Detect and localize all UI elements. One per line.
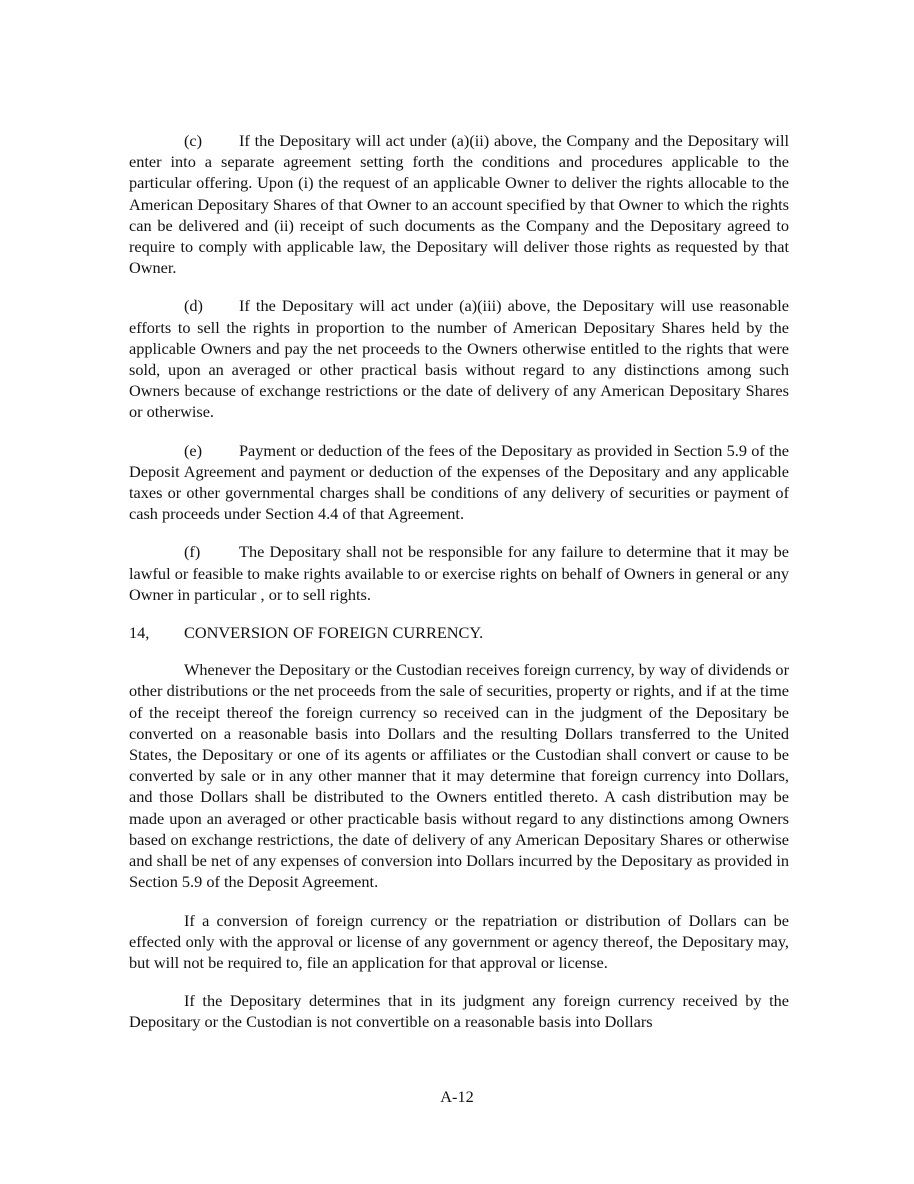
section-d [129,295,789,422]
section-label: (d) [184,296,203,316]
section-text: If the Depositary will act under (a)(iii) above, the Depositary will use reasonable efforts to sell the rights in proportion to the number of American Depositary Shares held by the applicable Owners and pay the net proceeds to the Owners otherwise entitled to the rights that were sold, upon an averaged or other practical basis without regard to any distinctions among such Owners because of exchange restrictions or the date of delivery of any American Depositary Shares or otherwise. [129,296,789,422]
section-heading [129,622,789,643]
section-text: The Depositary shall not be responsible for any failure to determine that it may be lawful or feasible to make rights available to or exercise rights on behalf of Owners in general or any Owner in particular , or to sell rights. [129,542,789,604]
document-body [129,130,789,1050]
section-label: (c) [184,131,203,150]
section-text: If the Depositary will act under (a)(ii) above, the Company and the Depositary will enter into a separate agreement setting forth the conditions and procedures applicable to the particular offering. Upon (i) the request of an applicable Owner to deliver the rights allocable to the American Depositary Shares of that Owner to an account specified by that Owner to which the rights can be delivered and (ii) receipt of such documents as the Company and the Depositary agreed to require to comply with applicable law, the Depositary will deliver those rights as requested by that Owner. [129,131,789,278]
paragraph: Whenever the Depositary or the Custodian receives foreign currency, by way of dividends or other distributions or the net proceeds from the sale of securities, property or rights, and if at the time of the receipt thereof the foreign currency so received can in the judgment of the Depositary be converted on a reasonable basis into Dollars and the resulting Dollars transferred to the United States, the Depositary or one of its agents or affiliates or the Custodian shall convert or cause to be converted by sale or in any other manner that it may determine that foreign currency into Dollars, and those Dollars shall be distributed to the Owners entitled thereto. A cash distribution may be made upon an averaged or other practicable basis without regard to any distinctions among Owners based on exchange restrictions, the date of delivery of any American Depositary Shares or otherwise and shall be net of any expenses of conversion into Dollars incurred by the Depositary as provided in Section 5.9 of the Deposit Agreement. [129,660,789,892]
section-label: (e) [184,440,203,460]
section-e [129,440,789,525]
section-c [129,130,789,278]
page-number: A-12 [440,1087,474,1106]
section-label: (f) [184,542,201,562]
heading-title: CONVERSION OF FOREIGN CURRENCY. [184,623,484,643]
heading-number: 14, [129,623,150,643]
paragraph: If a conversion of foreign currency or the repatriation or distribution of Dollars can be effected only with the approval or license of any government or agency thereof, the Depositary may, but will not be required to, file an application for that approval or license. [129,910,789,972]
section-f [129,541,789,605]
paragraph: If the Depositary determines that in its judgment any foreign currency received by the Depositary or the Custodian is not convertible on a reasonable basis into Dollars [129,991,789,1032]
section-text: Payment or deduction of the fees of the Depositary as provided in Section 5.9 of the Deposit Agreement and payment or deduction of the expenses of the Depositary and any applicable taxes or other governmental charges shall be conditions of any delivery of securities or payment of cash proceeds under Section 4.4 of that Agreement. [129,440,789,524]
